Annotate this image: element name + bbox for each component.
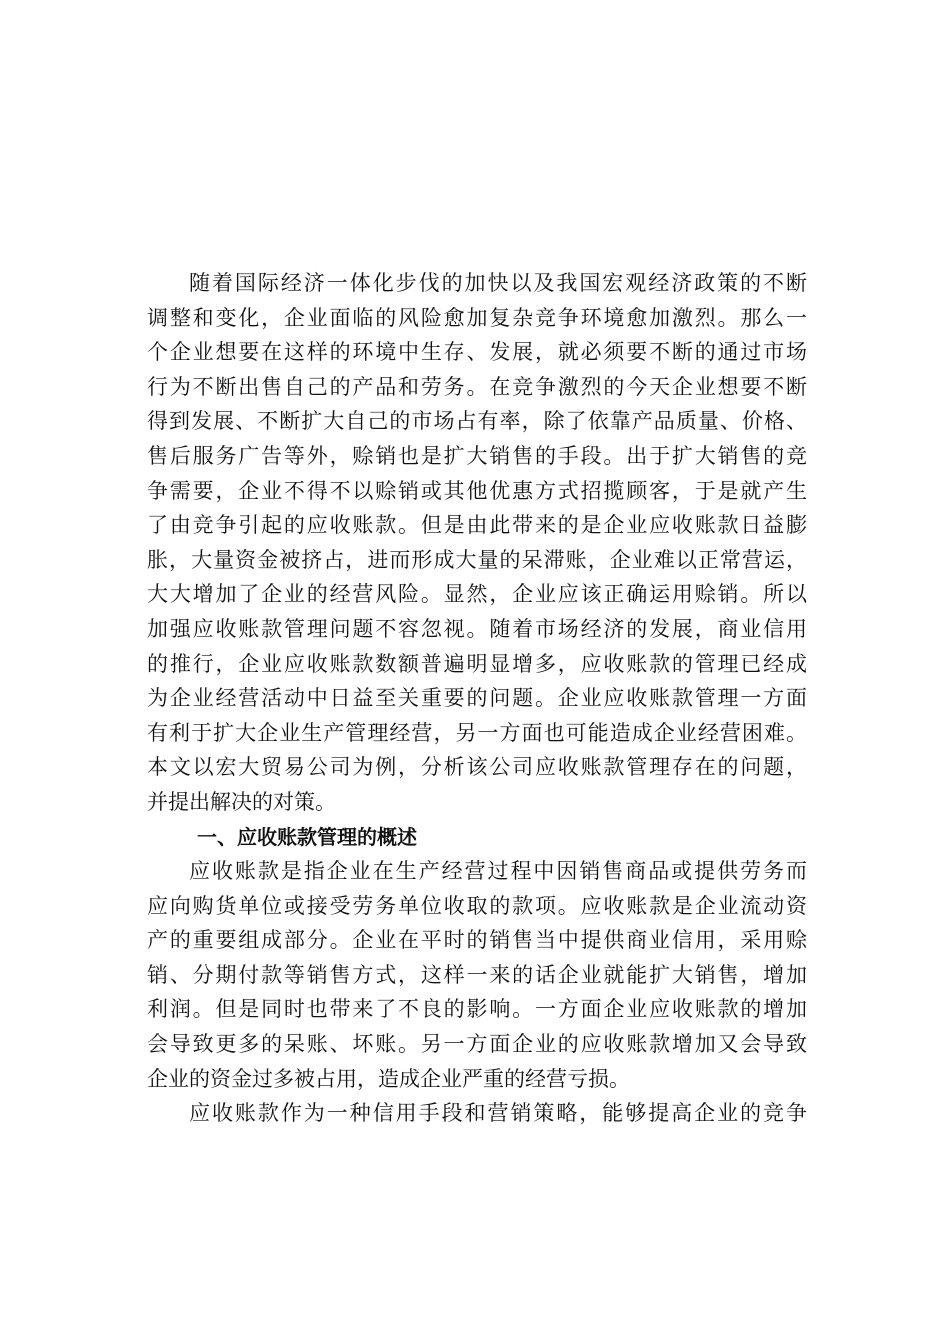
text-line: 个企业想要在这样的环境中生存、发展，就必须要不断的通过市场 bbox=[147, 340, 807, 365]
text-line: 利润。但是同时也带来了不良的影响。一方面企业应收账款的增加 bbox=[147, 997, 807, 1022]
strategy-paragraph bbox=[147, 1096, 807, 1131]
text-line: 企业的资金过多被占用，造成企业严重的经营亏损。 bbox=[147, 1066, 630, 1091]
text-line: 本文以宏大贸易公司为例，分析该公司应收账款管理存在的问题， bbox=[147, 755, 807, 780]
text-line: 产的重要组成部分。企业在平时的销售当中提供商业信用，采用赊 bbox=[147, 928, 807, 953]
text-line: 销、分期付款等销售方式，这样一来的话企业就能扩大销售，增加 bbox=[147, 962, 807, 987]
definition-paragraph bbox=[147, 854, 807, 1096]
text-line: 会导致更多的呆账、坏账。另一方面企业的应收账款增加又会导致 bbox=[147, 1032, 807, 1057]
text-line: 应向购货单位或接受劳务单位收取的款项。应收账款是企业流动资 bbox=[147, 893, 807, 918]
text-line: 了由竞争引起的应收账款。但是由此带来的是企业应收账款日益膨 bbox=[147, 513, 807, 538]
text-line: 胀，大量资金被挤占，进而形成大量的呆滞账，企业难以正常营运， bbox=[147, 547, 807, 572]
text-line: 行为不断出售自己的产品和劳务。在竞争激烈的今天企业想要不断 bbox=[147, 374, 807, 399]
document-body bbox=[147, 266, 807, 1131]
text-line: 大大增加了企业的经营风险。显然，企业应该正确运用赊销。所以 bbox=[147, 582, 807, 607]
text-line: 应收账款是指企业在生产经营过程中因销售商品或提供劳务而 bbox=[189, 859, 807, 884]
text-line: 有利于扩大企业生产管理经营，另一方面也可能造成企业经营困难。 bbox=[147, 720, 807, 745]
intro-paragraph bbox=[147, 266, 807, 820]
text-line: 争需要，企业不得不以赊销或其他优惠方式招揽顾客，于是就产生 bbox=[147, 478, 807, 503]
text-line: 应收账款作为一种信用手段和营销策略，能够提高企业的竞争 bbox=[189, 1101, 807, 1126]
text-line: 随着国际经济一体化步伐的加快以及我国宏观经济政策的不断 bbox=[189, 271, 807, 295]
text-line: 售后服务广告等外，赊销也是扩大销售的手段。出于扩大销售的竞 bbox=[147, 443, 807, 468]
text-line: 加强应收账款管理问题不容忽视。随着市场经济的发展，商业信用 bbox=[147, 616, 807, 641]
text-line: 的推行，企业应收账款数额普遍明显增多，应收账款的管理已经成 bbox=[147, 651, 807, 676]
text-line: 并提出解决的对策。 bbox=[147, 789, 336, 814]
text-line: 得到发展、不断扩大自己的市场占有率，除了依靠产品质量、价格、 bbox=[147, 409, 807, 434]
section-heading: 一、应收账款管理的概述 bbox=[197, 824, 417, 849]
text-line: 调整和变化，企业面临的风险愈加复杂竞争环境愈加激烈。那么一 bbox=[147, 305, 807, 330]
text-line: 为企业经营活动中日益至关重要的问题。企业应收账款管理一方面 bbox=[147, 686, 807, 711]
